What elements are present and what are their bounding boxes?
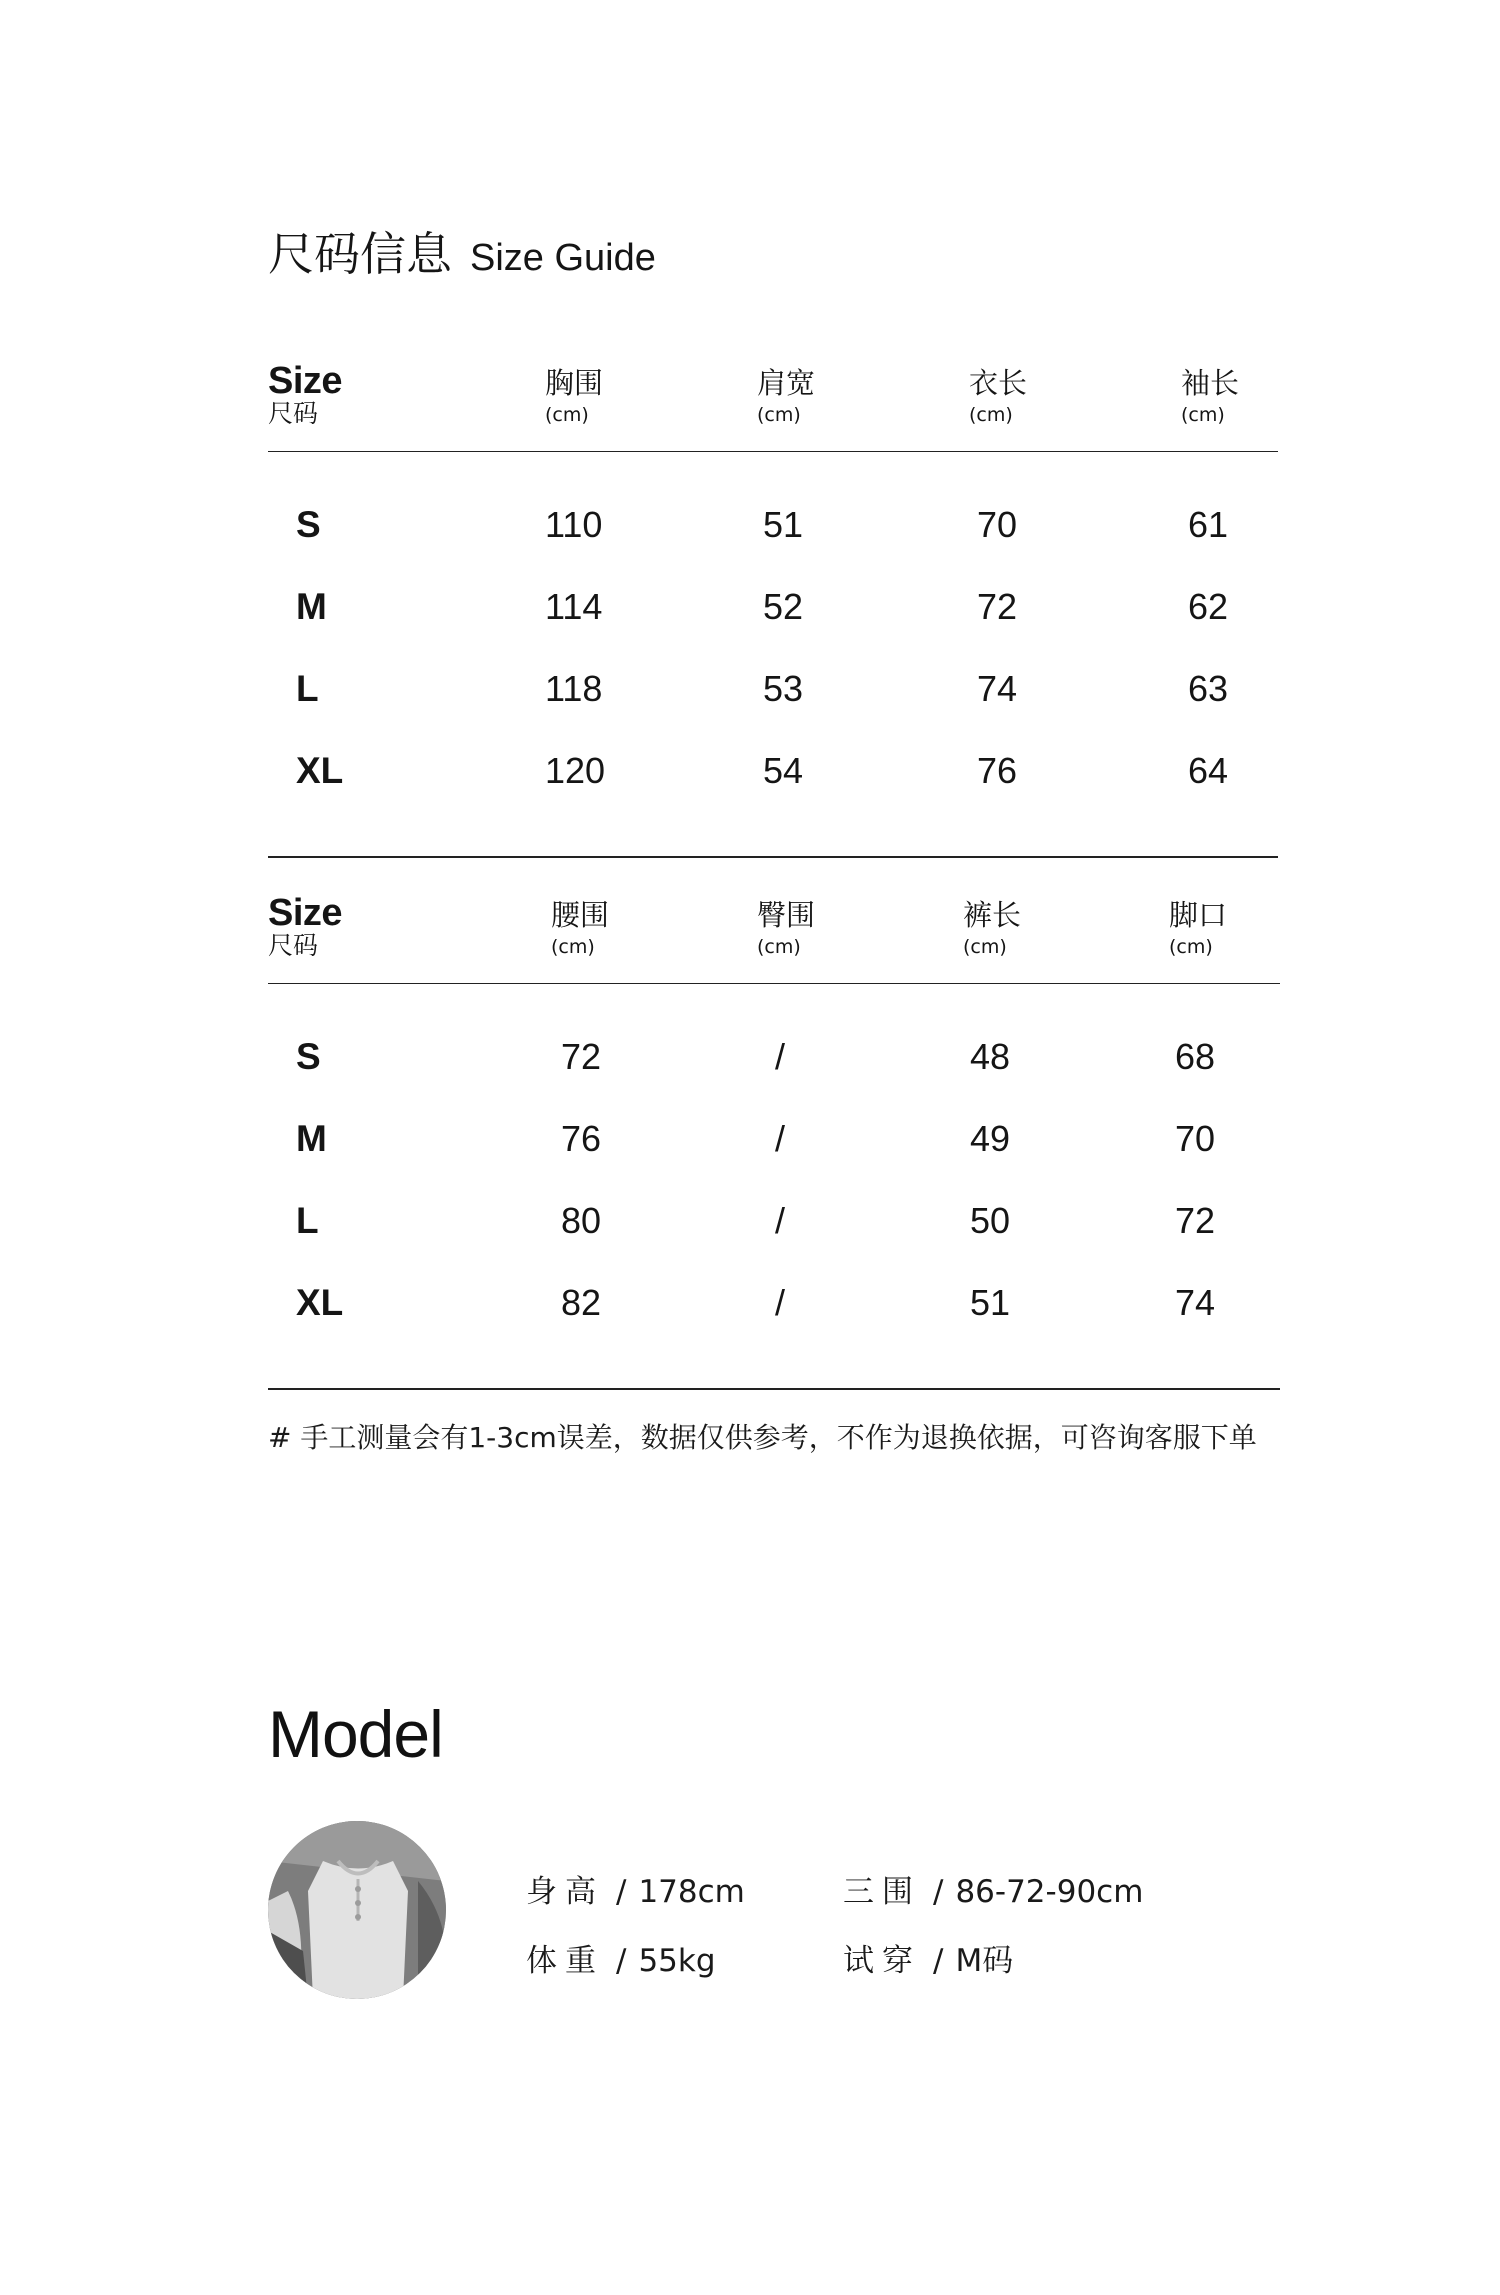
bottom-size-table [268, 894, 1280, 1392]
stat-value: 55kg [638, 1943, 716, 1979]
table-row [268, 1262, 1280, 1344]
value-cell: 61 [1188, 504, 1229, 545]
table-row [268, 484, 1278, 566]
value-cell: 72 [977, 586, 1018, 627]
value-cell: 72 [1175, 1200, 1216, 1241]
value-cell: / [775, 1036, 786, 1077]
column-label: 肩宽 [757, 366, 816, 400]
value-cell: 51 [763, 504, 804, 545]
value-cell: 62 [1188, 586, 1229, 627]
model-avatar [268, 1821, 446, 1999]
value-cell: 70 [977, 504, 1018, 545]
size-header-cn: 尺码 [268, 931, 319, 960]
value-cell: / [775, 1282, 786, 1323]
column-header-hip [757, 898, 815, 962]
value-cell: 110 [545, 504, 603, 545]
table-header [268, 894, 1280, 984]
value-cell: 80 [561, 1200, 602, 1241]
stat-value: 178cm [638, 1874, 745, 1910]
size-cell: S [296, 1036, 321, 1077]
stat-separator: / [933, 1874, 944, 1910]
value-cell: 114 [545, 586, 603, 627]
value-cell: 70 [1175, 1118, 1216, 1159]
column-label: 袖长 [1181, 366, 1240, 400]
column-label: 脚口 [1169, 898, 1228, 932]
value-cell: 48 [970, 1036, 1011, 1077]
title-cn: 尺码信息 [268, 227, 452, 281]
value-cell: 74 [1175, 1282, 1216, 1323]
column-header-chest [545, 366, 603, 430]
model-stat-height [526, 1866, 745, 1911]
size-cell: L [296, 1200, 319, 1241]
column-header-length [969, 366, 1027, 430]
top-size-table [268, 362, 1278, 860]
size-header-cn: 尺码 [268, 399, 319, 428]
column-unit: (cm) [551, 936, 595, 958]
value-cell: 76 [977, 750, 1018, 791]
column-label: 腰围 [551, 898, 610, 932]
value-cell: 53 [763, 668, 804, 709]
column-header-pants-length [963, 898, 1021, 962]
column-unit: (cm) [1181, 404, 1225, 426]
size-header [268, 894, 342, 960]
size-cell: M [296, 1118, 327, 1159]
size-cell: M [296, 586, 327, 627]
model-section-title: Model [268, 1697, 443, 1771]
value-cell: 50 [970, 1200, 1011, 1241]
table-row [268, 730, 1278, 812]
table-divider [268, 1388, 1280, 1390]
value-cell: 74 [977, 668, 1018, 709]
size-cell: L [296, 668, 319, 709]
value-cell: 54 [763, 750, 804, 791]
size-header-en: Size [268, 360, 343, 402]
column-unit: (cm) [963, 936, 1007, 958]
stat-label: 体重 [526, 1943, 604, 1979]
table-row [268, 566, 1278, 648]
value-cell: 64 [1188, 750, 1229, 791]
stat-label: 身高 [526, 1874, 604, 1910]
column-header-sleeve [1181, 366, 1239, 430]
title-en: Size Guide [470, 237, 656, 279]
value-cell: 51 [970, 1282, 1011, 1323]
stat-value: M码 [955, 1943, 1014, 1979]
size-cell: S [296, 504, 321, 545]
value-cell: / [775, 1118, 786, 1159]
page-title [268, 218, 656, 284]
column-unit: (cm) [545, 404, 589, 426]
stat-separator: / [933, 1943, 944, 1979]
value-cell: 72 [561, 1036, 602, 1077]
column-header-leg-opening [1169, 898, 1227, 962]
column-unit: (cm) [1169, 936, 1213, 958]
stat-value: 86-72-90cm [955, 1874, 1144, 1910]
value-cell: 63 [1188, 668, 1229, 709]
size-cell: XL [296, 750, 344, 791]
measurement-note: # 手工测量会有1-3cm误差，数据仅供参考，不作为退换依据，可咨询客服下单 [268, 1421, 1257, 1454]
value-cell: / [775, 1200, 786, 1241]
stat-separator: / [616, 1943, 627, 1979]
table-body [268, 452, 1278, 860]
model-photo-image [268, 1821, 446, 1999]
column-unit: (cm) [757, 404, 801, 426]
model-stat-measurements [843, 1866, 1143, 1911]
stat-label: 试穿 [843, 1943, 921, 1979]
size-cell: XL [296, 1282, 344, 1323]
table-row [268, 1180, 1280, 1262]
model-stat-fitting-size [843, 1935, 1013, 1980]
stat-label: 三围 [843, 1874, 921, 1910]
model-stat-weight [526, 1935, 716, 1980]
value-cell: 68 [1175, 1036, 1216, 1077]
size-header-en: Size [268, 892, 343, 934]
column-label: 裤长 [963, 898, 1022, 932]
column-unit: (cm) [757, 936, 801, 958]
value-cell: 52 [763, 586, 804, 627]
column-header-shoulder [757, 366, 815, 430]
table-body [268, 984, 1280, 1392]
table-row [268, 1098, 1280, 1180]
table-header [268, 362, 1278, 452]
column-label: 胸围 [545, 366, 604, 400]
table-row [268, 1016, 1280, 1098]
value-cell: 82 [561, 1282, 602, 1323]
table-divider [268, 856, 1278, 858]
value-cell: 118 [545, 668, 603, 709]
column-unit: (cm) [969, 404, 1013, 426]
value-cell: 76 [561, 1118, 602, 1159]
value-cell: 120 [545, 750, 606, 791]
size-header [268, 362, 342, 428]
column-label: 臀围 [757, 898, 816, 932]
value-cell: 49 [970, 1118, 1011, 1159]
column-header-waist [551, 898, 609, 962]
table-row [268, 648, 1278, 730]
stat-separator: / [616, 1874, 627, 1910]
column-label: 衣长 [969, 366, 1028, 400]
